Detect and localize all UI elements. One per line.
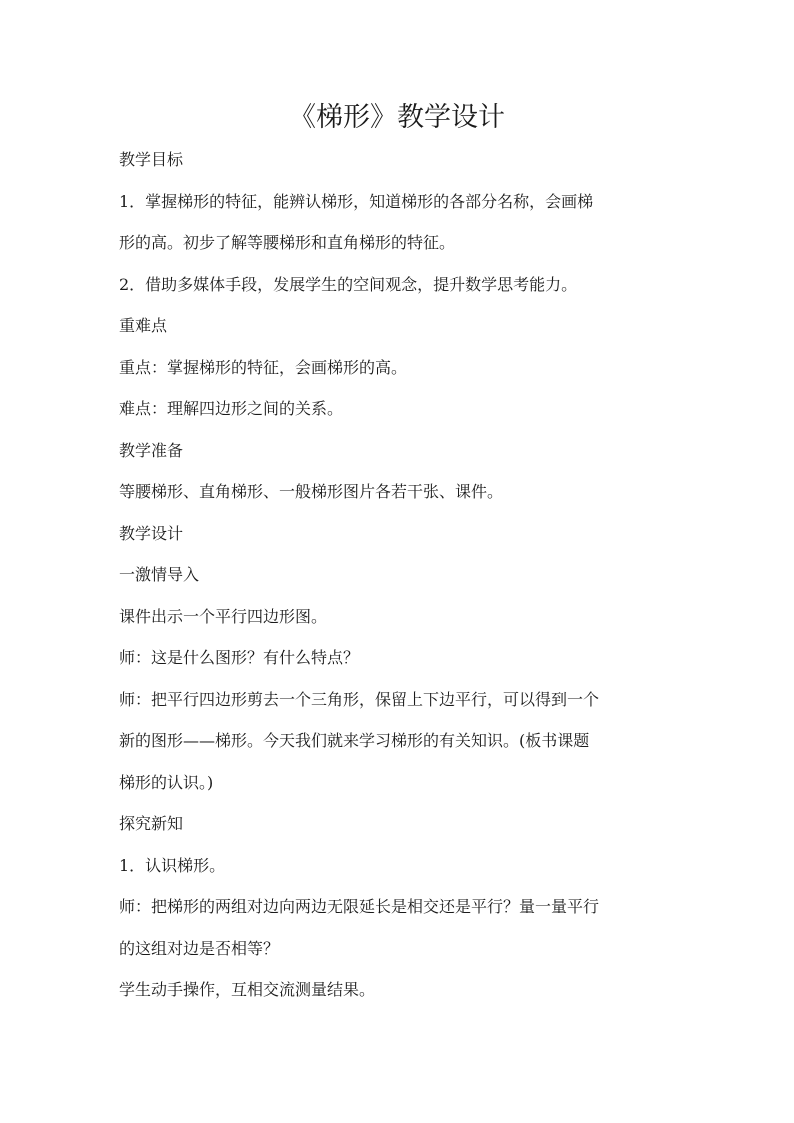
subsection-heading-intro: 一激情导入: [119, 565, 200, 584]
paragraph-line: 1．掌握梯形的特征，能辨认梯形，知道梯形的各部分名称，会画梯: [119, 192, 594, 211]
paragraph-line: 课件出示一个平行四边形图。: [119, 607, 328, 626]
subsection-heading-explore: 探究新知: [119, 814, 184, 833]
paragraph-line: 的这组对边是否相等？: [119, 939, 280, 958]
paragraph-line: 学生动手操作，互相交流测量结果。: [119, 980, 376, 999]
document-title: 《梯形》教学设计: [289, 102, 505, 133]
paragraph-line: 师：把平行四边形剪去一个三角形，保留上下边平行，可以得到一个: [119, 690, 600, 709]
section-heading-key-points: 重难点: [119, 316, 168, 335]
paragraph-line: 师：这是什么图形？有什么特点？: [119, 648, 360, 667]
paragraph-line: 师：把梯形的两组对边向两边无限延长是相交还是平行？量一量平行: [119, 897, 600, 916]
section-heading-preparation: 教学准备: [119, 441, 184, 460]
section-heading-teaching-goals: 教学目标: [119, 150, 184, 169]
paragraph-line: 梯形的认识。): [119, 773, 214, 792]
paragraph-line: 新的图形——梯形。今天我们就来学习梯形的有关知识。(板书课题: [119, 731, 590, 750]
paragraph-line: 1．认识梯形。: [119, 856, 226, 875]
paragraph-line: 2．借助多媒体手段，发展学生的空间观念，提升数学思考能力。: [119, 275, 578, 294]
section-heading-design: 教学设计: [119, 524, 184, 543]
paragraph-line: 等腰梯形、直角梯形、一般梯形图片各若干张、课件。: [119, 482, 504, 501]
paragraph-line: 重点：掌握梯形的特征，会画梯形的高。: [119, 358, 408, 377]
paragraph-line: 难点：理解四边形之间的关系。: [119, 399, 344, 418]
paragraph-line: 形的高。初步了解等腰梯形和直角梯形的特征。: [119, 233, 456, 252]
